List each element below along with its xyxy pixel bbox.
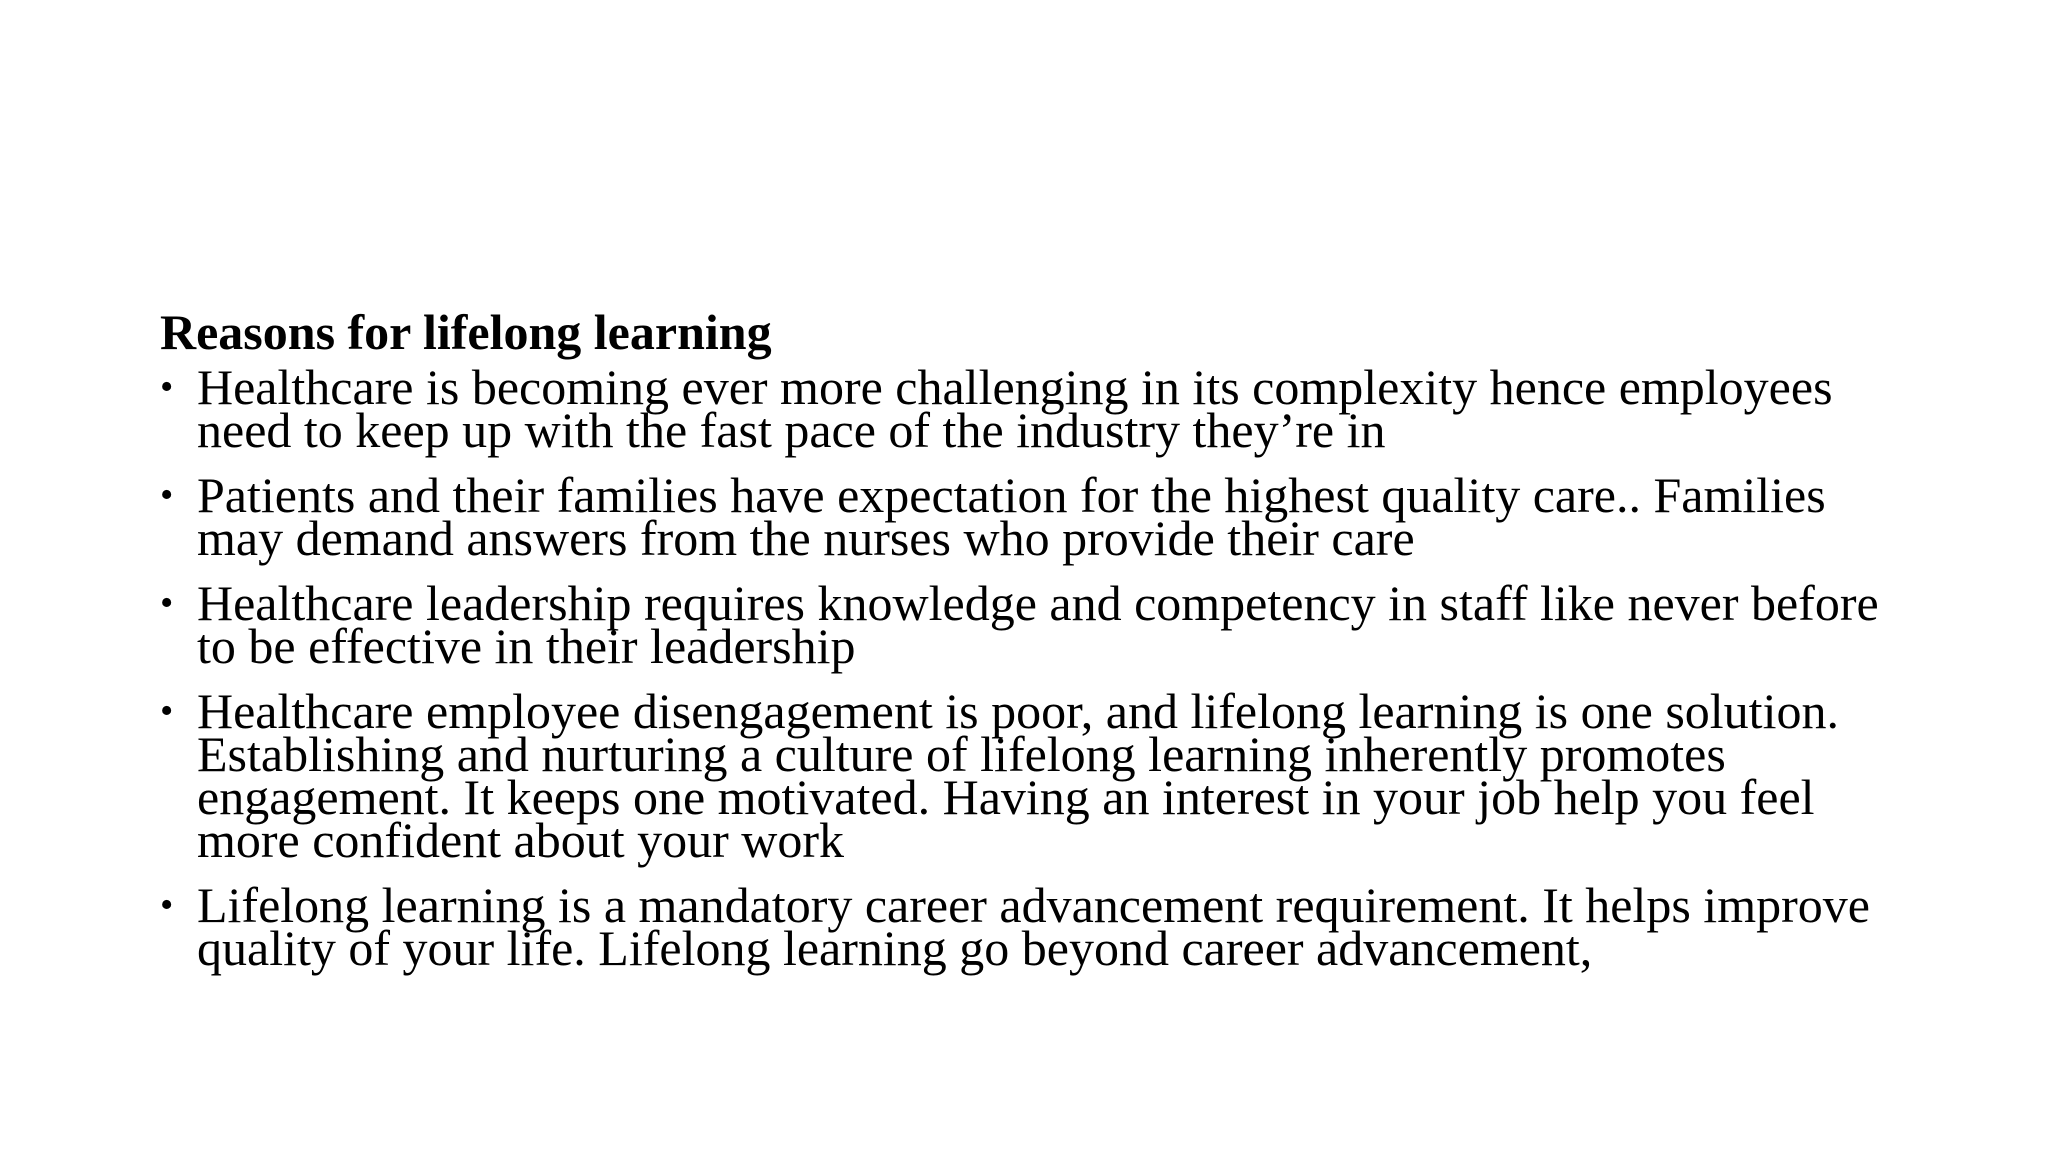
bullet-text: Patients and their families have expectation for the highest quality care.. Families may demand answers from the nurses who provide their care [197,467,1826,566]
bullet-item [160,877,1920,976]
bullet-text: Lifelong learning is a mandatory career advancement requirement. It helps improve quality of your life. Lifelong learning go beyond career advancement, [197,877,1870,976]
bullet-icon: • [160,474,174,516]
bullet-text: Healthcare employee disengagement is poor, and lifelong learning is one solution. Establishing and nurturing a culture of lifelong learning inherently promotes engagement. It keeps one motivated. Having an interest in your job help you feel more confident about your work [197,683,1839,868]
bullet-icon: • [160,884,174,926]
bullet-icon: • [160,366,174,408]
slide-content [160,306,1920,992]
bullet-item [160,575,1920,674]
bullet-item [160,359,1920,458]
bullet-list [160,359,1920,976]
bullet-item [160,683,1920,868]
bullet-text: Healthcare leadership requires knowledge and competency in staff like never before to be effective in their leadership [197,575,1879,674]
slide-heading: Reasons for lifelong learning [160,304,772,360]
bullet-text: Healthcare is becoming ever more challenging in its complexity hence employees need to keep up with the fast pace of the industry they’re in [197,359,1833,458]
bullet-icon: • [160,582,174,624]
bullet-icon: • [160,690,174,732]
bullet-item [160,467,1920,566]
